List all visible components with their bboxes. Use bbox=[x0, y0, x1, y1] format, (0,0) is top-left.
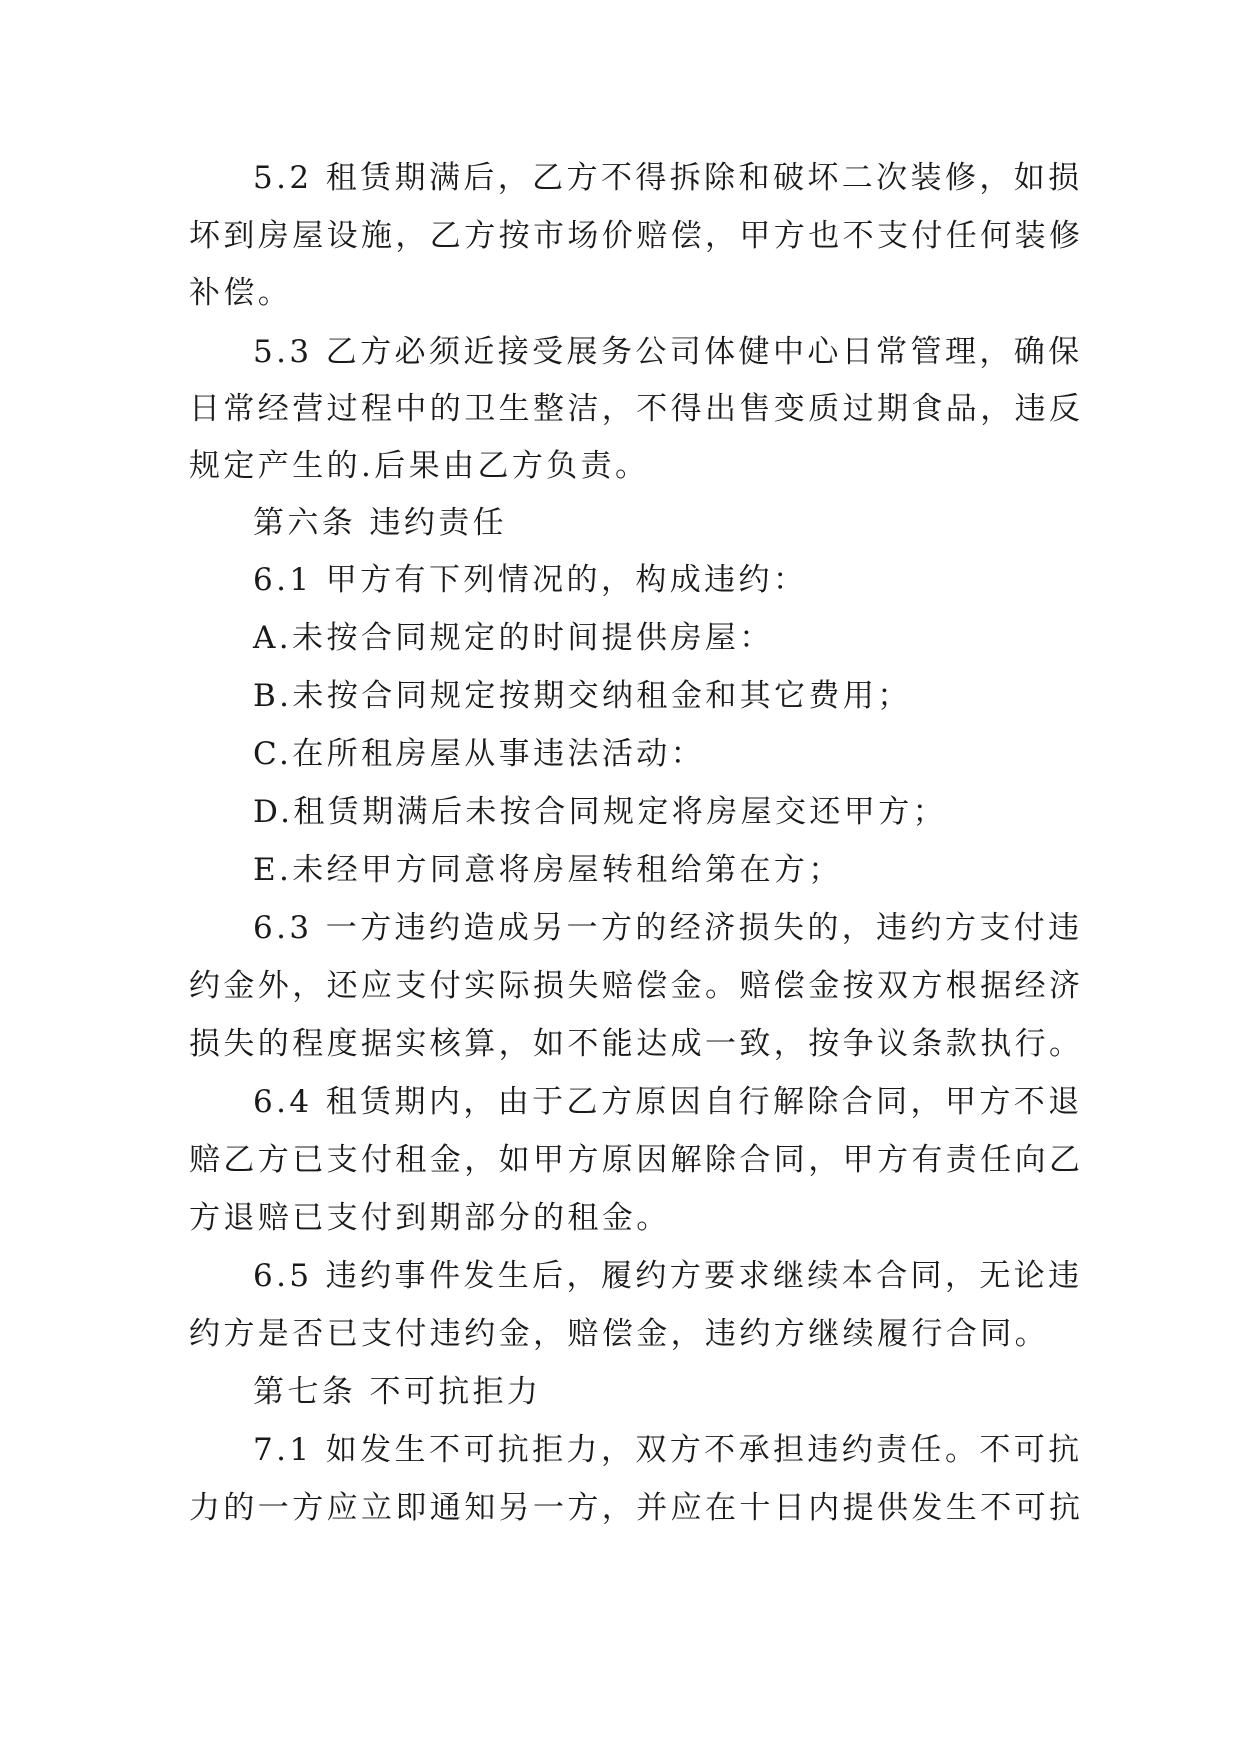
clause-e: E.未经甲方同意将房屋转租给第在方； bbox=[253, 852, 843, 888]
article-7-heading: 第七条 不可抗拒力 bbox=[253, 1374, 542, 1410]
paragraph-6-3-line-3: 损失的程度据实核算，如不能达成一致，按争议条款执行。 bbox=[189, 1026, 1084, 1062]
clause-a: A.未按合同规定的时间提供房屋： bbox=[253, 620, 774, 656]
paragraph-5-2-line-3: 补偿。 bbox=[189, 275, 293, 311]
paragraph-6-5-line-2: 约方是否已支付违约金，赔偿金，违约方继续履行合同。 bbox=[189, 1316, 1049, 1352]
paragraph-6-4-line-2: 赔乙方已支付租金，如甲方原因解除合同，甲方有责任向乙 bbox=[189, 1142, 1084, 1178]
paragraph-5-3-line-1: 5.3 乙方必须近接受展务公司体健中心日常管理，确保 bbox=[253, 334, 1083, 370]
paragraph-5-3-line-2: 日常经营过程中的卫生整洁，不得出售变质过期食品，违反 bbox=[189, 391, 1084, 427]
paragraph-7-1-line-2: 力的一方应立即通知另一方，并应在十日内提供发生不可抗 bbox=[189, 1490, 1084, 1526]
paragraph-6-3-line-2: 约金外，还应支付实际损失赔偿金。赔偿金按双方根据经济 bbox=[189, 968, 1084, 1004]
article-6-heading: 第六条 违约责任 bbox=[253, 505, 508, 541]
paragraph-6-4-line-1: 6.4 租赁期内，由于乙方原因自行解除合同，甲方不退 bbox=[253, 1084, 1083, 1120]
paragraph-5-3-line-3: 规定产生的.后果由乙方负责。 bbox=[189, 448, 650, 484]
clause-c: C.在所租房屋从事违法活动： bbox=[253, 736, 706, 772]
paragraph-6-4-line-3: 方退赔已支付到期部分的租金。 bbox=[189, 1200, 671, 1236]
paragraph-5-2-line-1: 5.2 租赁期满后，乙方不得拆除和破坏二次装修，如损 bbox=[253, 160, 1083, 196]
paragraph-5-2-line-2: 坏到房屋设施，乙方按市场价赔偿，甲方也不支付任何装修 bbox=[189, 218, 1084, 254]
paragraph-6-1: 6.1 甲方有下列情况的，构成违约： bbox=[253, 562, 808, 598]
paragraph-6-3-line-1: 6.3 一方违约造成另一方的经济损失的，违约方支付违 bbox=[253, 910, 1083, 946]
paragraph-7-1-line-1: 7.1 如发生不可抗拒力，双方不承担违约责任。不可抗 bbox=[253, 1432, 1083, 1468]
paragraph-6-5-line-1: 6.5 违约事件发生后，履约方要求继续本合同，无论违 bbox=[253, 1258, 1083, 1294]
clause-d: D.租赁期满后未按合同规定将房屋交还甲方； bbox=[253, 794, 948, 830]
clause-b: B.未按合同规定按期交纳租金和其它费用； bbox=[253, 678, 912, 714]
